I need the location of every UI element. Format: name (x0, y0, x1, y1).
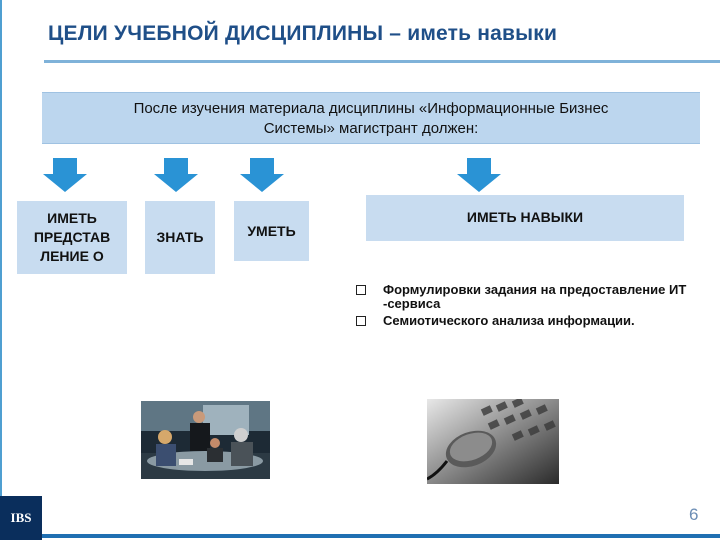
bullet-2-line-1: Семиотического анализа информации. (383, 313, 635, 328)
left-edge-rule (0, 0, 2, 540)
footer-rule (42, 534, 720, 538)
title-underline (44, 60, 720, 63)
box-znat: ЗНАТЬ (145, 201, 215, 274)
skills-list (356, 283, 716, 331)
down-arrow-icon (240, 158, 284, 192)
box-imet-navyki: ИМЕТЬ НАВЫКИ (366, 195, 684, 241)
checkbox-bullet-icon (356, 316, 366, 326)
down-arrow-icon (43, 158, 87, 192)
checkbox-bullet-icon (356, 285, 366, 295)
business-meeting-photo (141, 401, 270, 479)
page-number: 6 (689, 505, 699, 524)
banner-line-2: Системы» магистрант должен: (263, 120, 479, 137)
box1-line-1: ИМЕТЬ (47, 210, 97, 226)
box-imet-predstavlenie (17, 201, 127, 274)
bullet-1-line-2: -сервиса (383, 296, 441, 311)
list-item (356, 314, 716, 328)
ibs-logo: IBS (0, 496, 42, 540)
down-arrow-icon (457, 158, 501, 192)
box1-line-2: ПРЕДСТАВ (33, 229, 111, 245)
keyboard-mouse-photo (427, 399, 559, 484)
intro-banner (42, 92, 700, 144)
banner-line-1: После изучения материала дисциплины «Информационные Бизнес (133, 100, 609, 117)
down-arrow-icon (154, 158, 198, 192)
box-umet: УМЕТЬ (234, 201, 309, 261)
list-item (356, 283, 716, 311)
bullet-1-line-1: Формулировки задания на предоставление ИТ (383, 282, 687, 297)
slide-title: ЦЕЛИ УЧЕБНОЙ ДИСЦИПЛИНЫ – иметь навыки (48, 22, 558, 45)
box1-line-3: ЛЕНИЕ О (40, 248, 104, 264)
